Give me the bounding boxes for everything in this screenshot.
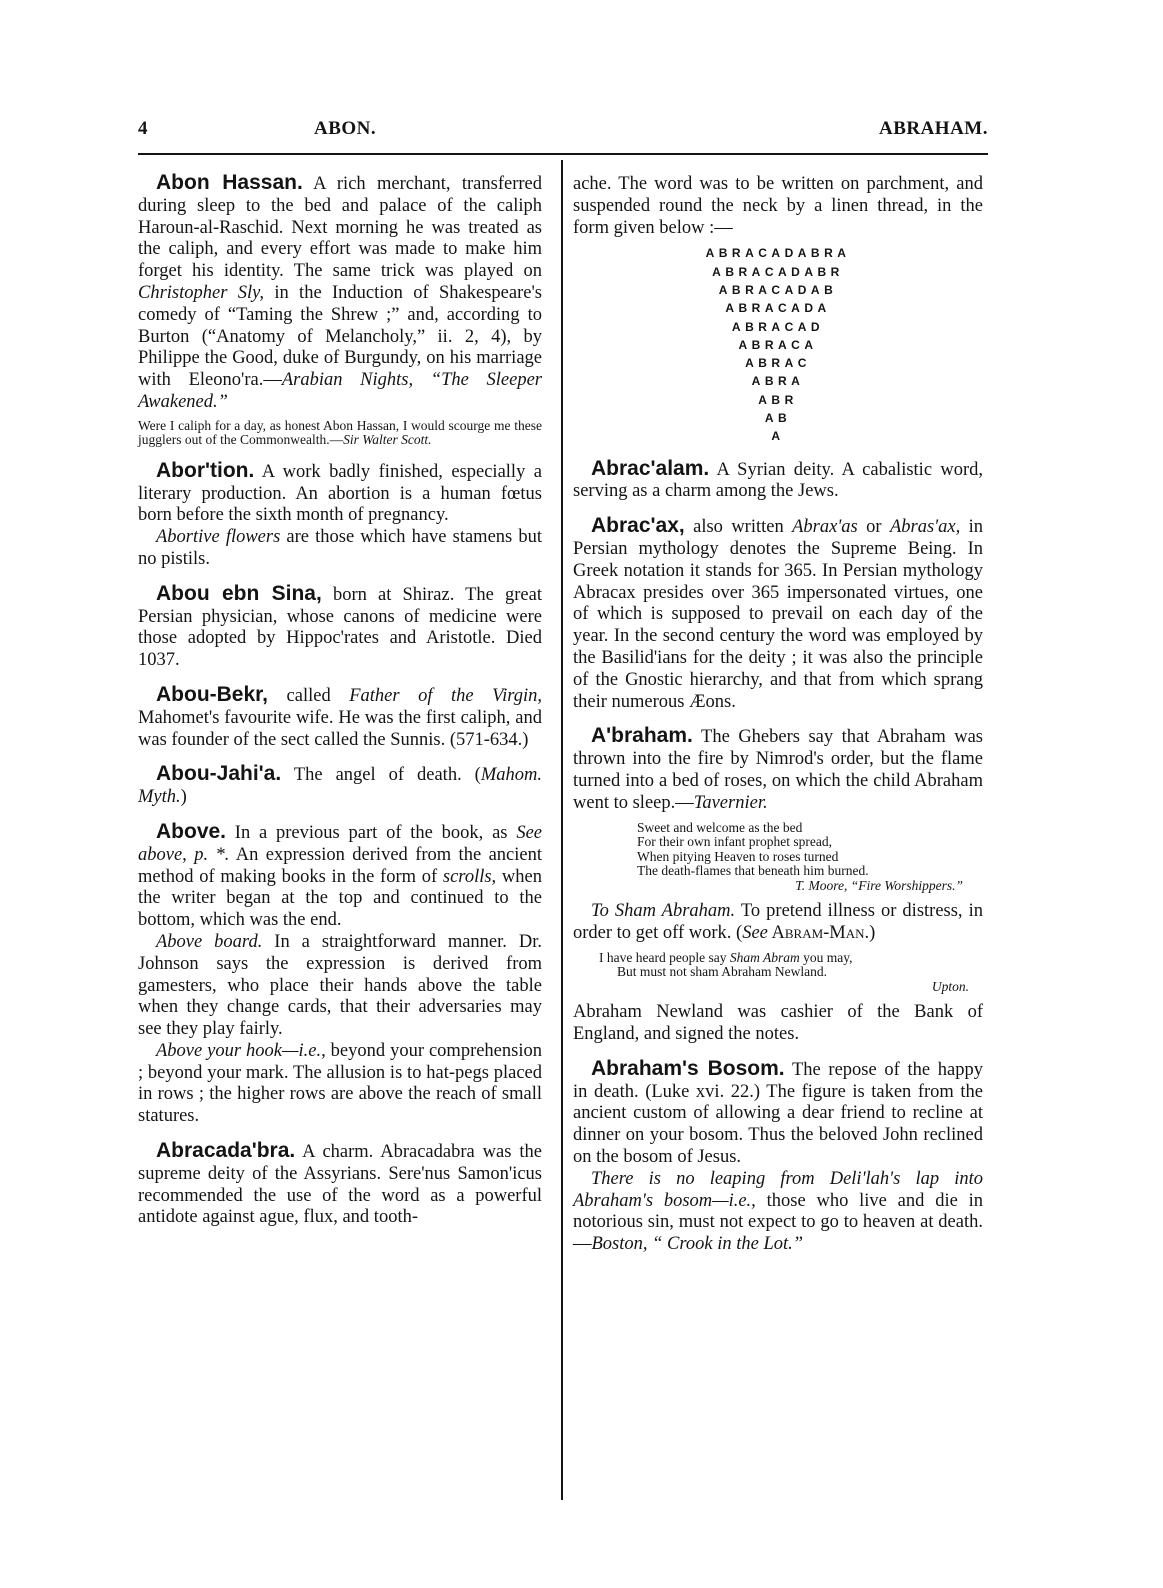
entry-abracalam: Abrac'alam. A Syrian deity. A cabalistic word, serving as a charm among the Jews.: [573, 456, 983, 502]
entry-above: Above. In a previous part of the book, as See above, p. *. An expression derived from the ancient method of making books in the form of scrolls, when the writer began at the top and continued to the bottom, which was the end. Above board. In a straightforward manner. Dr. Johnson says the expression is derived from gamesters, who place their hands above the table when they change cards, that their adversaries may see they play fairly. Above your hook—i.e., beyond your comprehension ; beyond your mark. The allusion is to hat-pegs placed in rows ; the higher rows are above the reach of small statures.: [138, 819, 542, 1127]
entry-abraham: A'braham. The Ghebers say that Abraham was thrown into the fire by Nimrod's order, but the flame turned into a bed of roses, on which the child Abraham went to sleep.—Tavernier. Sweet and welcome as the bed For their own infant prophet spread, When pitying Heaven to roses turned The death-flames that beneath him burned. T. Moore, “Fire Worshippers.” To Sham Abraham. To pretend illness or distress, in order to get off work. (See Abram-Man.) I have heard people say Sham Abram you may, But must not sham Abraham Newland. Upton. Abraham Newland was cashier of the Bank of England, and signed the notes.: [573, 724, 983, 1044]
triangle-line: ABRAC: [745, 356, 811, 371]
headword: Abou-Jahi'a.: [156, 762, 282, 786]
right-column: [573, 174, 983, 1268]
entry-abortion: Abor'tion. A work badly finished, especially a literary production. An abortion is a human fœtus born before the sixth month of pregnancy. Abortive flowers are those which have stamens but no pistils.: [138, 458, 542, 569]
entry-abrahams-bosom: Abraham's Bosom. The repose of the happy in death. (Luke xvi. 22.) The figure is taken from the ancient custom of allowing a dear friend to recline at dinner on your bosom. Thus the beloved John reclined on the bosom of Jesus. There is no leaping from Deli'lah's lap into Abraham's bosom—i.e., those who live and die in notorious sin, must not expect to go to heaven at death.—Boston, “ Crook in the Lot.”: [573, 1056, 983, 1255]
triangle-line: ABRACADABRA: [705, 246, 851, 261]
triangle-line: A: [771, 429, 785, 444]
headword: Above.: [156, 819, 227, 843]
right-running-head: ABRAHAM.: [878, 118, 988, 139]
entry-abou-ebn-sina: Abou ebn Sina, born at Shiraz. The great Persian physician, whose canons of medicine were those adopted by Hippoc'rates and Aristotle. Died 1037.: [138, 581, 542, 671]
headword: Abor'tion.: [156, 458, 255, 482]
headword: Abou-Bekr,: [156, 682, 269, 706]
entry-abou-bekr: Abou-Bekr, called Father of the Virgin, Mahomet's favourite wife. He was the first caliph, and was founder of the sect called the Sunnis. (571-634.): [138, 682, 542, 750]
column-divider: [561, 160, 563, 1500]
headword: A'braham.: [591, 724, 693, 748]
headword: Abon Hassan.: [156, 171, 303, 194]
headword: Abrac'alam.: [591, 456, 710, 480]
running-header: [138, 110, 988, 150]
triangle-line: ABRACADA: [725, 301, 831, 316]
headword: Abrac'ax,: [591, 514, 685, 538]
triangle-line: ABRACADABR: [712, 264, 844, 279]
entry-abracax: Abrac'ax, also written Abrax'as or Abras'ax, in Persian mythology denotes the Supreme Being. In Greek notation it stands for 365. In Persian mythology Abracax presides over 365 impersonated virtues, one of which is supposed to prevail on each day of the year. In the second century the word was employed by the Basilid'ians for the deity ; it was also the principle of the Gnostic hierarchy, and that from which sprang their numerous Æons.: [573, 514, 984, 712]
triangle-line: ABRACADAB: [718, 282, 838, 297]
left-running-head: ABON.: [314, 118, 377, 139]
triangle-line: AB: [764, 411, 792, 426]
headword: Abou ebn Sina,: [156, 581, 322, 605]
triangle-line: ABR: [758, 392, 798, 407]
entry-abou-jahia: Abou-Jahi'a. The angel of death. (Mahom. Myth.): [138, 762, 542, 808]
headword: Abraham's Bosom.: [591, 1056, 785, 1080]
page-number: 4: [138, 118, 148, 139]
triangle-line: ABRACAD: [731, 319, 825, 334]
triangle-line: ABRACA: [738, 337, 818, 352]
entry-abracadabra-continued: ache. The word was to be written on parchment, and suspended round the neck by a linen thread, in the form given below :— ABRACADABRA ABRACADABR ABRACADAB ABRACADA ABRACAD ABRACA ABRAC ABRA ABR AB A: [573, 174, 983, 446]
entry-abracadabra: Abracada'bra. A charm. Abracadabra was the supreme deity of the Assyrians. Sere'nus Samon'icus recommended the use of the word as a powerful antidote against ague, flux, and tooth-: [138, 1139, 542, 1228]
headword: Abracada'bra.: [156, 1139, 296, 1163]
triangle-line: ABRA: [751, 374, 805, 389]
header-rule: [138, 153, 988, 155]
block-quote: Were I caliph for a day, as honest Abon Hassan, I would scourge me these jugglers out of the Commonwealth.—Sir Walter Scott.: [138, 417, 542, 448]
abracadabra-triangle: [573, 244, 983, 445]
verse-quote: Sweet and welcome as the bed For their own infant prophet spread, When pitying Heaven to roses turned The death-flames that beneath him burned. T. Moore, “Fire Worshippers.”: [637, 819, 963, 893]
entry-abon-hassan: Abon Hassan. A rich merchant, transferred during sleep to the bed and palace of the caliph Haroun-al-Raschid. Next morning he was treated as the caliph, and every effort was made to make him forget his identity. The same trick was played on Christopher Sly, in the Induction of Shakespeare's comedy of “Taming the Shrew ;” and, according to Burton (“Anatomy of Melancholy,” ii. 2, 4), by Philippe the Good, duke of Burgundy, on his marriage with Eleono'ra.—Arabian Nights, “The Sleeper Awakened.” Were I caliph for a day, as honest Abon Hassan, I would scourge me these jugglers out of the Commonwealth.—Sir Walter Scott.: [138, 171, 542, 448]
left-column: [138, 172, 542, 1241]
couplet-quote: I have heard people say Sham Abram you may, But must not sham Abraham Newland. Upton.: [599, 949, 969, 994]
